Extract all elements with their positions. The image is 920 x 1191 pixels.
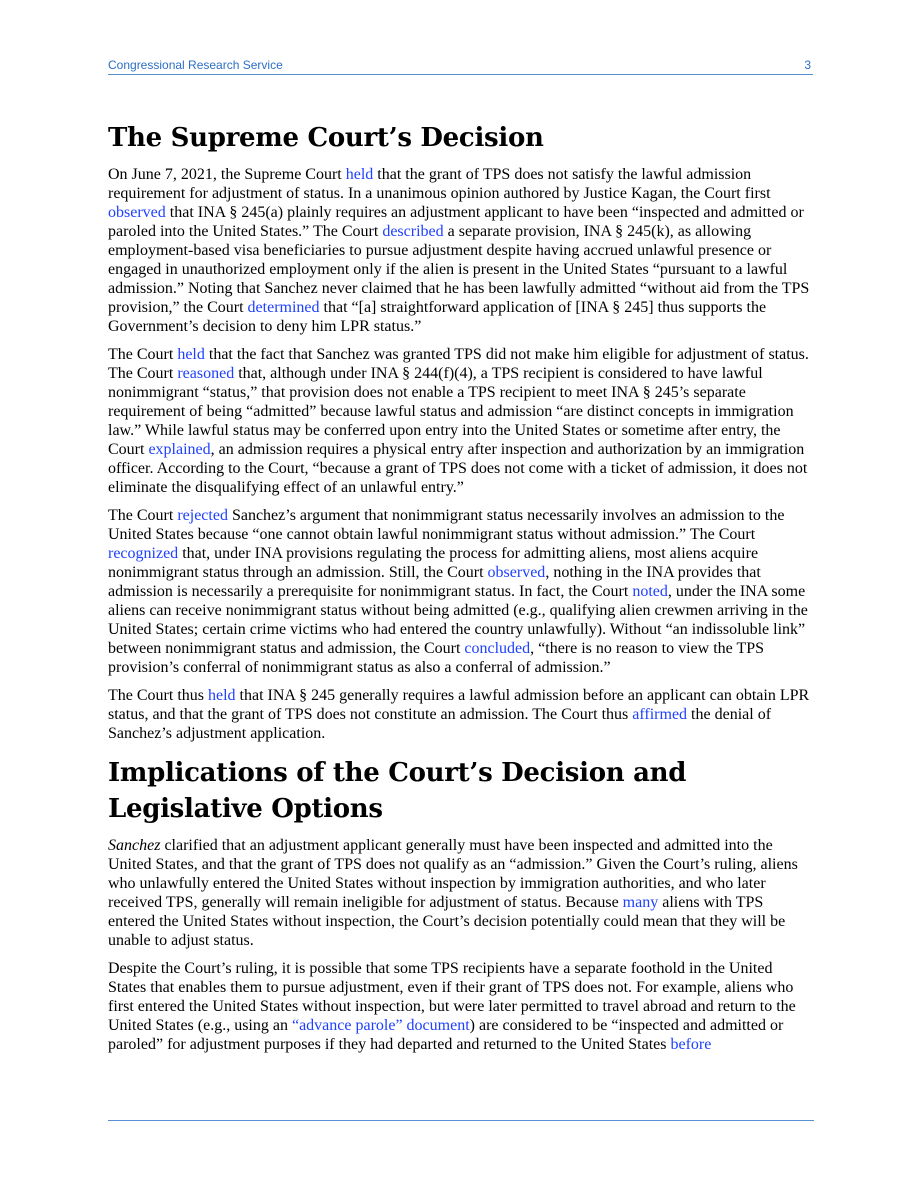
link-affirmed[interactable]: affirmed (632, 706, 688, 723)
header-source: Congressional Research Service (108, 58, 283, 72)
link-rejected[interactable]: rejected (177, 507, 228, 524)
section-heading-decision: The Supreme Court’s Decision (108, 123, 544, 153)
link-explained[interactable]: explained (148, 441, 211, 458)
link-advance-parole-document[interactable]: “advance parole” document (291, 1017, 470, 1034)
running-header (108, 58, 813, 75)
paragraph: The Court rejected Sanchez’s argument that nonimmigrant status necessarily involves an admission to the United States because “one cannot obtain lawful nonimmigrant status without admission.” The Court recognized that, under INA provisions regulating the process for admitting aliens, most aliens acquire nonimmigrant status through an admission. Still, the Court observed, nothing in the INA provides that admission is necessarily a prerequisite for nonimmigrant status. In fact, the Court noted, under the INA some aliens can receive nonimmigrant status without being admitted (e.g., qualifying alien crewmen arriving in the United States; certain crime victims who had entered the country unlawfully). Without “an indissoluble link” between nonimmigrant status and admission, the Court concluded, “there is no reason to view the TPS provision’s conferral of nonimmigrant status as also a conferral of admission.” (108, 507, 808, 676)
link-described[interactable]: described (382, 223, 444, 240)
link-noted[interactable]: noted (632, 583, 668, 600)
link-many[interactable]: many (622, 894, 659, 911)
link-observed[interactable]: observed (487, 564, 546, 581)
paragraph: The Court thus held that INA § 245 generally requires a lawful admission before an applicant can obtain LPR status, and that the grant of TPS does not constitute an admission. The Court thus affirmed the denial of Sanchez’s adjustment application. (108, 687, 810, 742)
paragraph: The Court held that the fact that Sanchez was granted TPS did not make him eligible for adjustment of status. The Court reasoned that, although under INA § 244(f)(4), a TPS recipient is considered to have lawful nonimmigrant “status,” that provision does not enable a TPS recipient to meet INA § 245’s separate requirement of being “admitted” because lawful status and admission “are distinct concepts in immigration law.” While lawful status may be conferred upon entry into the United States or sometime after entry, the Court explained, an admission requires a physical entry after inspection and authorization by an immigration officer. According to the Court, “because a grant of TPS does not come with a ticket of admission, it does not eliminate the disqualifying effect of an unlawful entry.” (108, 346, 809, 496)
link-held[interactable]: held (208, 687, 236, 704)
document-body (108, 120, 814, 1063)
link-held[interactable]: held (345, 166, 374, 183)
section-heading-implications: Implications of the Court’s Decision and Legislative Options (108, 758, 687, 824)
paragraph: On June 7, 2021, the Supreme Court held that the grant of TPS does not satisfy the lawful admission requirement for adjustment of status. In a unanimous opinion authored by Justice Kagan, the Court first observed that INA § 245(a) plainly requires an adjustment applicant to have been “inspected and admitted or paroled into the United States.” The Court described a separate provision, INA § 245(k), as allowing employment-based visa beneficiaries to pursue adjustment despite having accrued unlawful presence or engaged in unauthorized employment only if the alien is present in the United States “pursuant to a lawful admission.” Noting that Sanchez never claimed that he has been lawfully admitted “without aid from the TPS provision,” the Court determined that “[a] straightforward application of [INA § 245] thus supports the Government’s decision to deny him LPR status.” (108, 166, 810, 335)
link-before[interactable]: before (670, 1036, 712, 1053)
case-name: Sanchez (108, 837, 161, 854)
page-number: 3 (804, 58, 811, 72)
paragraph: Despite the Court’s ruling, it is possible that some TPS recipients have a separate foothold in the United States that enables them to pursue adjustment, even if their grant of TPS does not. For example, aliens who first entered the United States without inspection, but were later permitted to travel abroad and return to the United States (e.g., using an “advance parole” document) are considered to be “inspected and admitted or paroled” for adjustment purposes if they had departed and returned to the United States before (108, 960, 796, 1053)
link-concluded[interactable]: concluded (464, 640, 531, 657)
link-reasoned[interactable]: reasoned (177, 365, 235, 382)
link-determined[interactable]: determined (247, 299, 320, 316)
footer-divider (108, 1120, 814, 1121)
link-held[interactable]: held (177, 346, 205, 363)
link-recognized[interactable]: recognized (108, 545, 179, 562)
link-observed[interactable]: observed (108, 204, 166, 221)
paragraph: Sanchez clarified that an adjustment applicant generally must have been inspected and admitted into the United States, and that the grant of TPS does not qualify as an “admission.” Given the Court’s ruling, aliens who unlawfully entered the United States without inspection by immigration authorities, and who later received TPS, generally will remain ineligible for adjustment of status. Because many aliens with TPS entered the United States without inspection, the Court’s decision potentially could mean that they will be unable to adjust status. (108, 837, 798, 949)
